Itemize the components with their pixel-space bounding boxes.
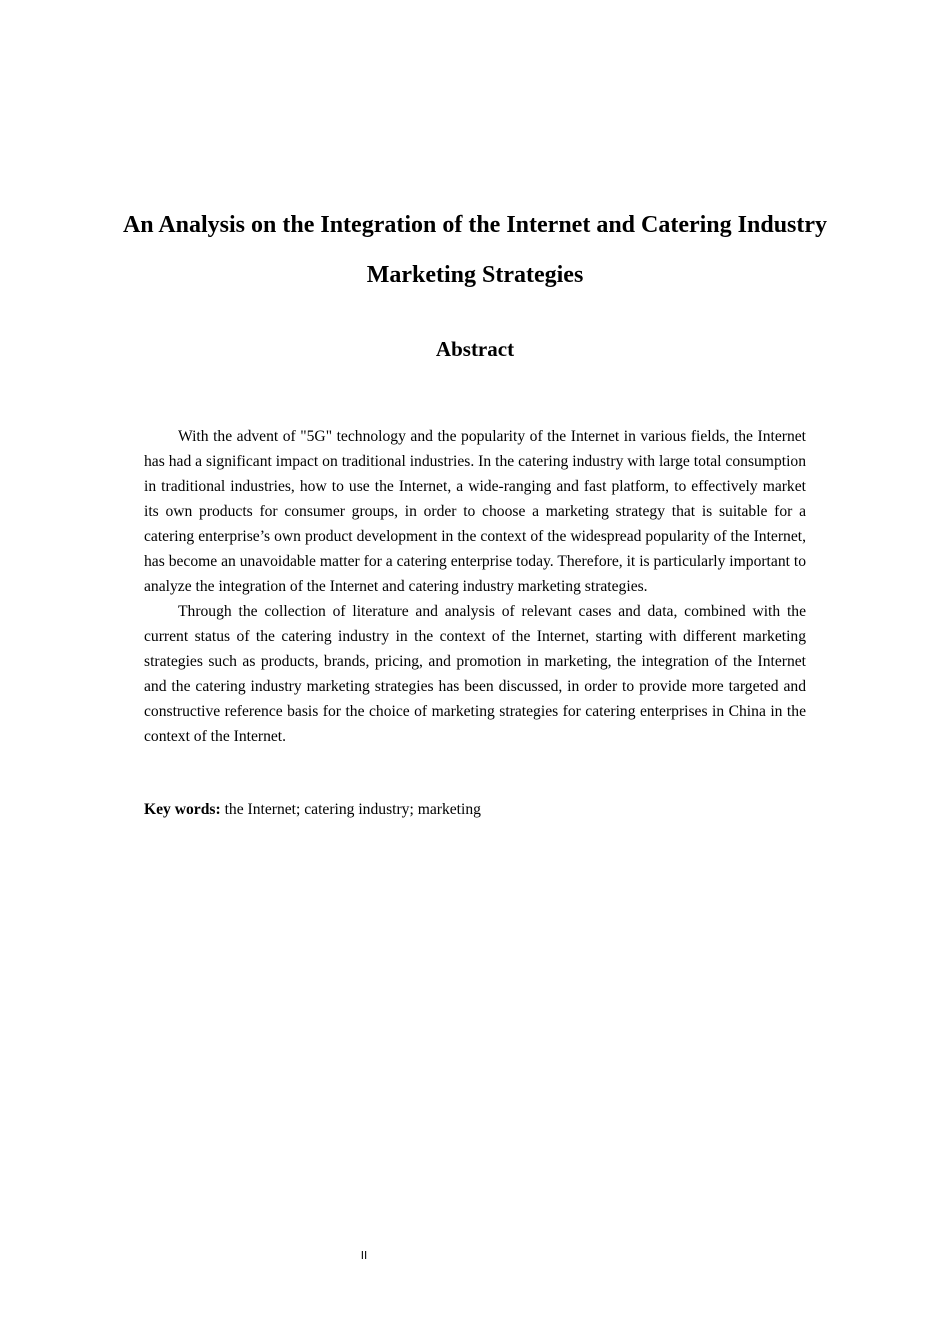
keywords-text: the Internet; catering industry; marketing — [220, 801, 481, 818]
abstract-body — [144, 424, 806, 749]
paper-title: An Analysis on the Integration of the Internet and Catering Industry Marketing Strategies — [122, 212, 828, 288]
abstract-paragraph-1: With the advent of "5G" technology and the popularity of the Internet in various fields, the Internet has had a significant impact on traditional industries. In the catering industry with large total consumption in traditional industries, how to use the Internet, a wide-ranging and fast platform, to effectively market its own products for consumer groups, in order to choose a marketing strategy that is suitable for a catering enterprise’s own product development in the context of the widespread popularity of the Internet, has become an unavoidable matter for a catering enterprise today. Therefore, it is particularly important to analyze the integration of the Internet and catering industry marketing strategies. — [144, 428, 806, 595]
abstract-heading: Abstract — [435, 337, 515, 361]
keywords-label: Key words: — [144, 801, 221, 818]
keywords-line — [144, 797, 806, 822]
abstract-paragraph-2: Through the collection of literature and analysis of relevant cases and data, combined with the current status of the catering industry in the context of the Internet, starting with different marketing strategies such as products, brands, pricing, and promotion in marketing, the integration of the Internet and the catering industry marketing strategies has been discussed, in order to provide more targeted and constructive reference basis for the choice of marketing strategies for catering enterprises in China in the context of the Internet. — [144, 603, 806, 745]
page-number: II — [360, 1249, 368, 1262]
